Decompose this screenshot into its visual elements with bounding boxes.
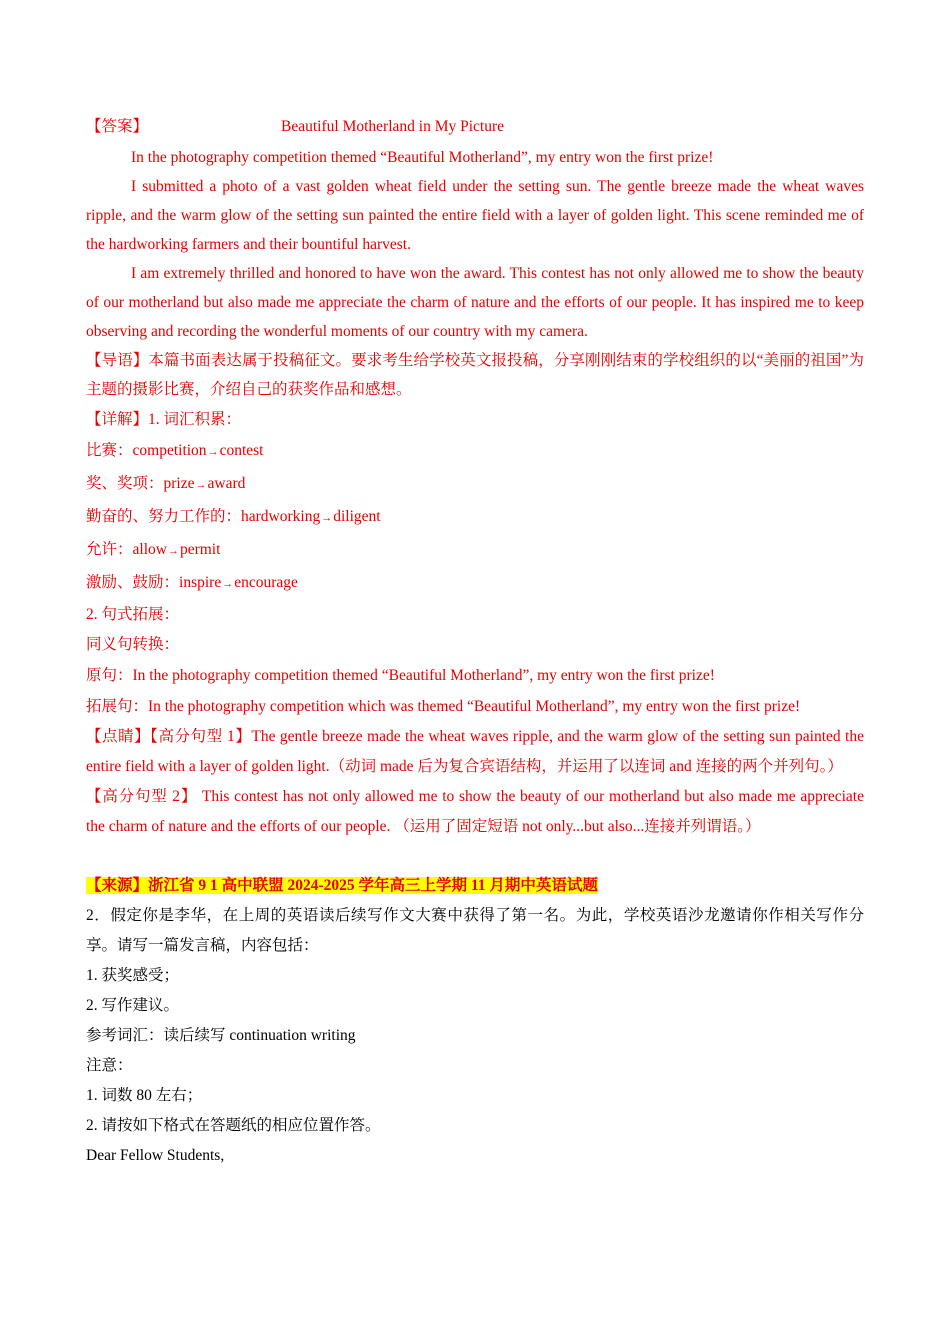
arrow-icon: → <box>222 578 234 590</box>
note-heading: 注意： <box>86 1057 133 1074</box>
essay-paragraph-3: I am extremely thrilled and honored to have won the award. This contest has not only allowed me to show the beauty of our motherland but also made me appreciate the charm of nature and the efforts of our people. It has inspired me to keep observing and recording the wonderful moments of our country with my camera. <box>86 265 864 340</box>
essay-paragraph-2: I submitted a photo of a vast golden wheat field under the setting sun. The gentle breeze made the wheat waves ripple, and the warm glow of the setting sun painted the entire field with a layer of golden light. This scene reminded me of the hardworking farmers and their bountiful harvest. <box>86 178 864 253</box>
detail-heading: 【详解】1. 词汇积累： <box>86 411 242 428</box>
vocab-item: 允许：allow→permit <box>86 541 221 558</box>
answer-tag: 【答案】 <box>86 118 149 135</box>
vocab-item: 勤奋的、努力工作的：hardworking→diligent <box>86 508 381 525</box>
source-highlight: 【来源】浙江省 9 1 高中联盟 2024-2025 学年高三上学期 11 月期中英语试题 <box>86 877 598 894</box>
highlight-sentence-1: 【点睛】【高分句型 1】The gentle breeze made the wheat waves ripple, and the warm glow of the setting sun painted the entire field with a layer of golden light.（动词 made 后为复合宾语结构，并运用了以连词 and 连接的两个并列句。） <box>86 728 864 775</box>
arrow-icon: → <box>167 545 179 557</box>
salutation: Dear Fellow Students, <box>86 1147 225 1164</box>
answer-heading <box>86 112 864 141</box>
question-item-2: 2. 写作建议。 <box>86 997 180 1014</box>
vocab-item: 比赛：competition→contest <box>86 442 264 459</box>
guide-paragraph: 【导语】本篇书面表达属于投稿征文。要求考生给学校英文报投稿，分享刚刚结束的学校组织的以“美丽的祖国”为主题的摄影比赛，介绍自己的获奖作品和感想。 <box>86 352 864 398</box>
note-item-1: 1. 词数 80 左右； <box>86 1087 203 1104</box>
original-sentence: 原句：In the photography competition themed “Beautiful Motherland”, my entry won the first prize! <box>86 667 715 684</box>
essay-title: Beautiful Motherland in My Picture <box>281 118 505 135</box>
sentence-heading: 2. 句式拓展： <box>86 606 180 623</box>
arrow-icon: → <box>321 512 333 524</box>
highlight-sentence-2: 【高分句型 2】 This contest has not only allowed me to show the beauty of our motherland but also made me appreciate the charm of nature and the efforts of our people. （运用了固定短语 not only...but also...连接并列谓语。） <box>86 788 864 835</box>
synonym-heading: 同义句转换： <box>86 636 180 653</box>
question-item-1: 1. 获奖感受； <box>86 967 180 984</box>
arrow-icon: → <box>207 446 219 458</box>
source-line <box>86 871 864 901</box>
expanded-sentence: 拓展句：In the photography competition which was themed “Beautiful Motherland”, my entry won the first prize! <box>86 698 801 715</box>
document-page <box>86 112 864 1171</box>
note-item-2: 2. 请按如下格式在答题纸的相应位置作答。 <box>86 1117 381 1134</box>
vocab-item: 激励、鼓励：inspire→encourage <box>86 574 298 591</box>
essay-paragraph-1: In the photography competition themed “Beautiful Motherland”, my entry won the first prize! <box>131 149 714 166</box>
question-intro: 2．假定你是李华，在上周的英语读后续写作文大赛中获得了第一名。为此，学校英语沙龙邀请你作相关写作分享。请写一篇发言稿，内容包括： <box>86 907 864 954</box>
reference-vocab: 参考词汇：读后续写 continuation writing <box>86 1027 356 1044</box>
vocab-item: 奖、奖项：prize→award <box>86 475 246 492</box>
arrow-icon: → <box>195 479 207 491</box>
